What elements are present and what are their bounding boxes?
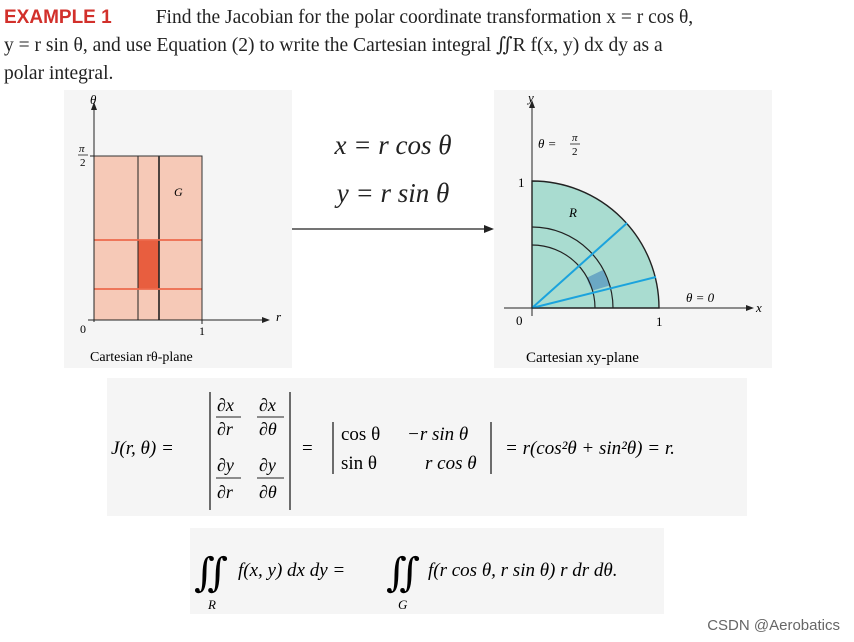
xy-plane-svg xyxy=(494,90,772,368)
theta-axis-label: θ xyxy=(90,92,97,107)
theta-pi2-denominator: 2 xyxy=(572,146,578,158)
theta-zero-label: θ = 0 xyxy=(686,290,715,305)
transform-eq-y: y = r sin θ xyxy=(336,178,450,208)
xy-plane-figure xyxy=(494,90,772,368)
tick-zero-label: 0 xyxy=(80,322,86,336)
jacobian-lhs: J(r, θ) = xyxy=(111,438,174,459)
jacobian-eq-mid: = xyxy=(302,438,313,459)
x-axis-arrow xyxy=(746,305,754,311)
partial-x-r-den: ∂r xyxy=(217,419,233,439)
partial-y-r-num: ∂y xyxy=(217,455,234,475)
tick-pi2-denominator: 2 xyxy=(80,157,86,169)
rtheta-caption: Cartesian rθ-plane xyxy=(90,350,193,365)
jacobian-panel xyxy=(107,378,747,516)
x-axis-label: x xyxy=(756,300,762,315)
double-integral-g-sign: ∬ xyxy=(386,550,421,595)
jacobian-svg xyxy=(107,378,747,516)
region-r-label: R xyxy=(569,205,577,220)
highlighted-cell xyxy=(138,240,159,289)
partial-y-theta-den: ∂θ xyxy=(259,482,277,502)
partial-x-theta-den: ∂θ xyxy=(259,419,277,439)
origin-label: 0 xyxy=(516,313,523,328)
region-g-label: G xyxy=(174,185,183,199)
y-axis-label: y xyxy=(528,90,534,105)
xy-caption: Cartesian xy-plane xyxy=(526,350,639,366)
partial-y-theta-num: ∂y xyxy=(259,455,276,475)
double-integral-r-sign: ∬ xyxy=(194,550,229,595)
integral-lhs-body: f(x, y) dx dy = xyxy=(238,560,346,581)
partial-x-r-num: ∂x xyxy=(217,395,234,415)
transform-arrow xyxy=(290,222,496,236)
example-text-line-3: polar integral. xyxy=(4,63,114,84)
rtheta-plane-figure xyxy=(64,90,292,368)
integral-panel xyxy=(190,528,664,614)
example-text-line-2: y = r sin θ, and use Equation (2) to write the Cartesian integral ∬R f(x, y) dx dy as a xyxy=(4,35,663,56)
theta-pi2-prefix: θ = xyxy=(538,136,557,151)
theta-pi2-numerator: π xyxy=(572,132,578,144)
partial-y-r-den: ∂r xyxy=(217,482,233,502)
transform-equations xyxy=(318,130,468,209)
matrix-neg-r-sin-theta: −r sin θ xyxy=(407,424,469,445)
transform-eq-x: x = r cos θ xyxy=(334,130,452,160)
tick-one-label: 1 xyxy=(199,324,205,338)
example-text-line-1: Find the Jacobian for the polar coordinate transformation x = r cos θ, xyxy=(155,7,694,28)
r-axis-arrow xyxy=(262,317,270,323)
r-axis-label: r xyxy=(276,309,282,324)
matrix-cos-theta: cos θ xyxy=(341,424,381,445)
example-paragraph xyxy=(4,4,850,88)
integral-rhs-body: f(r cos θ, r sin θ) r dr dθ. xyxy=(428,560,618,581)
example-label: EXAMPLE 1 xyxy=(4,7,112,28)
x-tick-one-label: 1 xyxy=(656,314,663,329)
partial-x-theta-num: ∂x xyxy=(259,395,276,415)
rtheta-plane-svg xyxy=(64,90,292,368)
integral-svg xyxy=(190,528,664,614)
watermark: CSDN @Aerobatics xyxy=(707,617,840,634)
tick-pi2-numerator: π xyxy=(79,143,85,155)
matrix-sin-theta: sin θ xyxy=(341,453,378,474)
integral-sub-g: G xyxy=(398,597,408,612)
integral-sub-r: R xyxy=(208,597,216,612)
jacobian-rhs: = r(cos²θ + sin²θ) = r. xyxy=(505,438,675,459)
matrix-r-cos-theta: r cos θ xyxy=(425,453,477,474)
region-g xyxy=(94,156,202,320)
y-tick-one-label: 1 xyxy=(518,175,525,190)
